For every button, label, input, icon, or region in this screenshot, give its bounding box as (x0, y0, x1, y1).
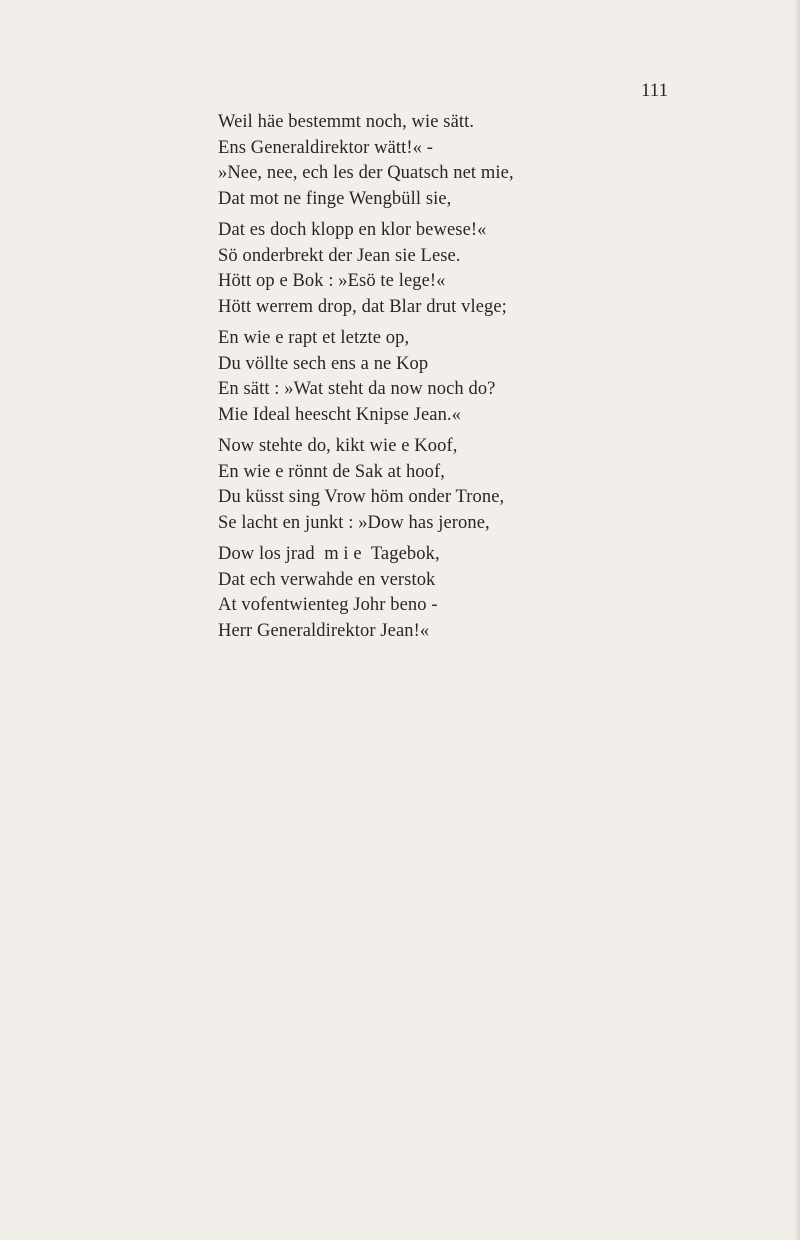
poem-line: At vofentwienteg Johr beno - (218, 595, 438, 615)
poem (218, 110, 514, 650)
poem-line: Se lacht en junkt : »Dow has jerone, (218, 512, 490, 533)
poem-line: Herr Generaldirektor Jean!« (218, 620, 430, 641)
poem-line: Sö onderbrekt der Jean sie Lese. (218, 245, 461, 266)
poem-line: En wie e rapt et letzte op, (218, 328, 410, 348)
poem-line: Dat es doch klopp en klor bewese!« (218, 220, 487, 240)
stanza (218, 218, 514, 320)
poem-line: En wie e rönnt de Sak at hoof, (218, 461, 445, 482)
stanza (218, 110, 514, 212)
poem-line: Weil häe bestemmt noch, wie sätt. (218, 112, 475, 132)
poem-line: Dow los jrad m i e Tagebok, (218, 544, 440, 564)
poem-line: Mie Ideal heescht Knipse Jean.« (218, 404, 462, 425)
page-edge (794, 0, 800, 1240)
poem-line: »Nee, nee, ech les der Quatsch net mie, (218, 163, 514, 183)
stanza (218, 326, 514, 428)
poem-line: Ens Generaldirektor wätt!« - (218, 137, 433, 158)
poem-line: En sätt : »Wat steht da now noch do? (218, 379, 496, 399)
stanza (218, 434, 514, 536)
poem-line: Du küsst sing Vrow höm onder Trone, (218, 487, 505, 507)
stanza (218, 542, 514, 644)
poem-line: Now stehte do, kikt wie e Koof, (218, 436, 458, 456)
poem-line: Du völlte sech ens a ne Kop (218, 353, 429, 374)
page-number: 111 (641, 80, 669, 101)
poem-line: Hött op e Bok : »Esö te lege!« (218, 271, 446, 291)
poem-line: Dat mot ne finge Wengbüll sie, (218, 188, 452, 209)
poem-line: Dat ech verwahde en verstok (218, 569, 436, 590)
poem-line: Hött werrem drop, dat Blar drut vlege; (218, 296, 507, 317)
